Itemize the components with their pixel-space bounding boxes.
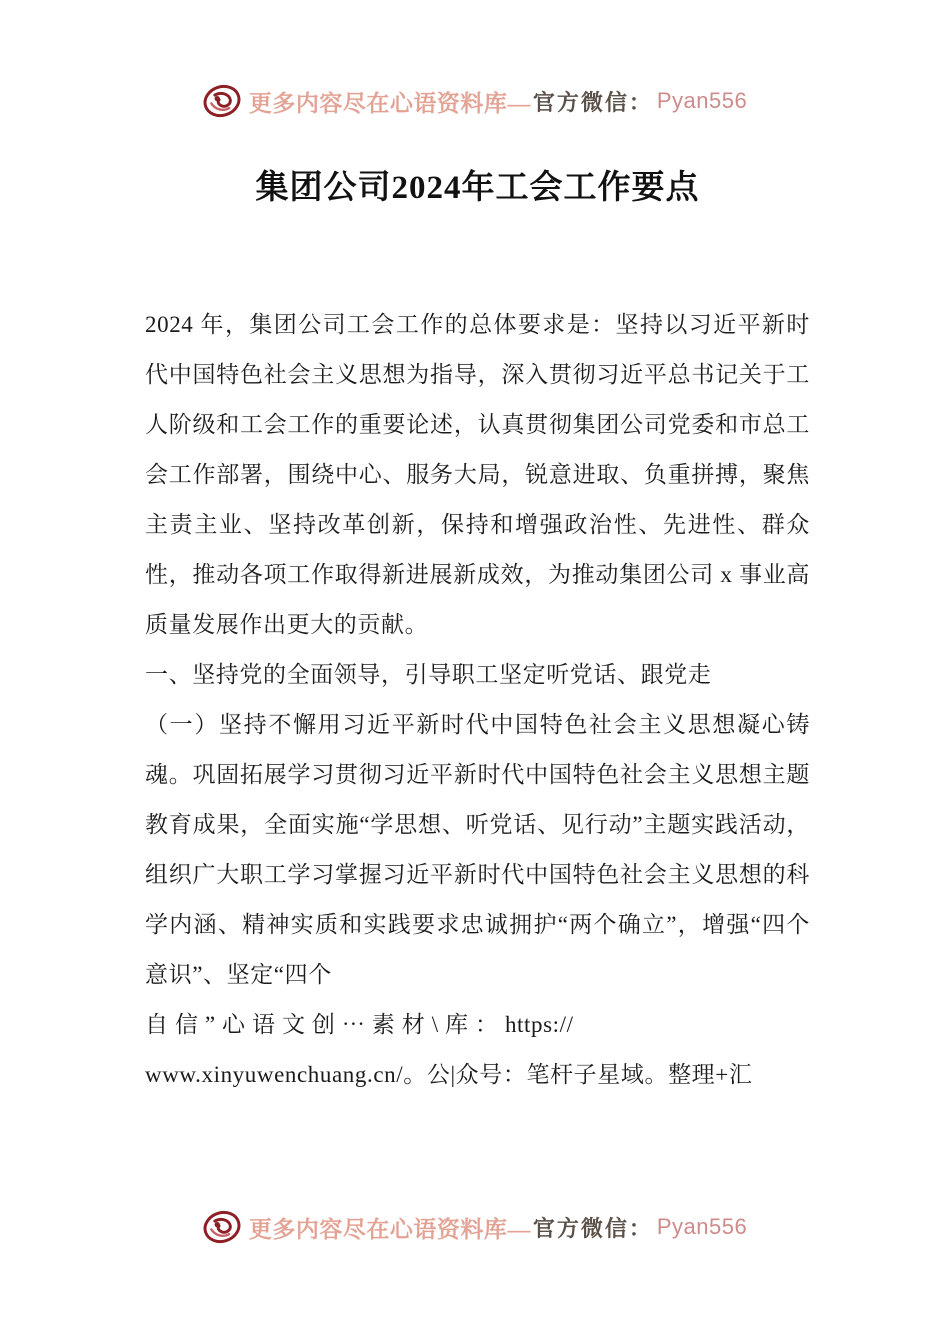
- paragraph-item-one: （一）坚持不懈用习近平新时代中国特色社会主义思想凝心铸魂。巩固拓展学习贯彻习近平新时代中国特色社会主义思想主题教育成果，全面实施“学思想、听党话、见行动”主题实践活动，组织广大职工学习掌握习近平新时代中国特色社会主义思想的科学内涵、精神实质和实践要求忠诚拥护“两个确立”，增强“四个意识”、坚定“四个: [145, 712, 810, 987]
- paragraph-promo-line: 自 信 ” 心 语 文 创 ⋯ 素 材 \ 库 ： https://: [145, 1012, 574, 1037]
- watermark-wechat-id: Pyan556: [656, 88, 748, 113]
- watermark-footer: [0, 1208, 950, 1246]
- paragraph-promo-line-2: www.xinyuwenchuang.cn/。公|众号：笔杆子星域。整理+汇: [145, 1062, 753, 1087]
- watermark-label-text: 官方微信：: [532, 1215, 653, 1241]
- xinyu-brand-logo-icon: [203, 1208, 241, 1246]
- paragraph-overview: 2024 年，集团公司工会工作的总体要求是：坚持以习近平新时代中国特色社会主义思想为指导，深入贯彻习近平总书记关于工人阶级和工会工作的重要论述，认真贯彻集团公司党委和市总工会工作部署，围绕中心、服务大局，锐意进取、负重拼搏，聚焦主责主业、坚持改革创新，保持和增强政治性、先进性、群众性，推动各项工作取得新进展新成效，为推动集团公司 x 事业高质量发展作出更大的贡献。: [145, 312, 810, 637]
- document-content: [145, 160, 810, 1100]
- watermark-label-text: 官方微信：: [532, 89, 653, 115]
- xinyu-brand-logo-icon: [203, 82, 241, 120]
- watermark-wechat-id: Pyan556: [656, 1214, 748, 1239]
- paragraph-section-one-heading: 一、坚持党的全面领导，引导职工坚定听党话、跟党走: [145, 662, 712, 687]
- watermark-header: [0, 82, 950, 120]
- document-body: [145, 300, 810, 1100]
- watermark-brand-text: 更多内容尽在心语资料库—: [248, 1216, 531, 1242]
- page-title: 集团公司2024年工会工作要点: [255, 170, 700, 206]
- watermark-brand-text: 更多内容尽在心语资料库—: [248, 90, 531, 116]
